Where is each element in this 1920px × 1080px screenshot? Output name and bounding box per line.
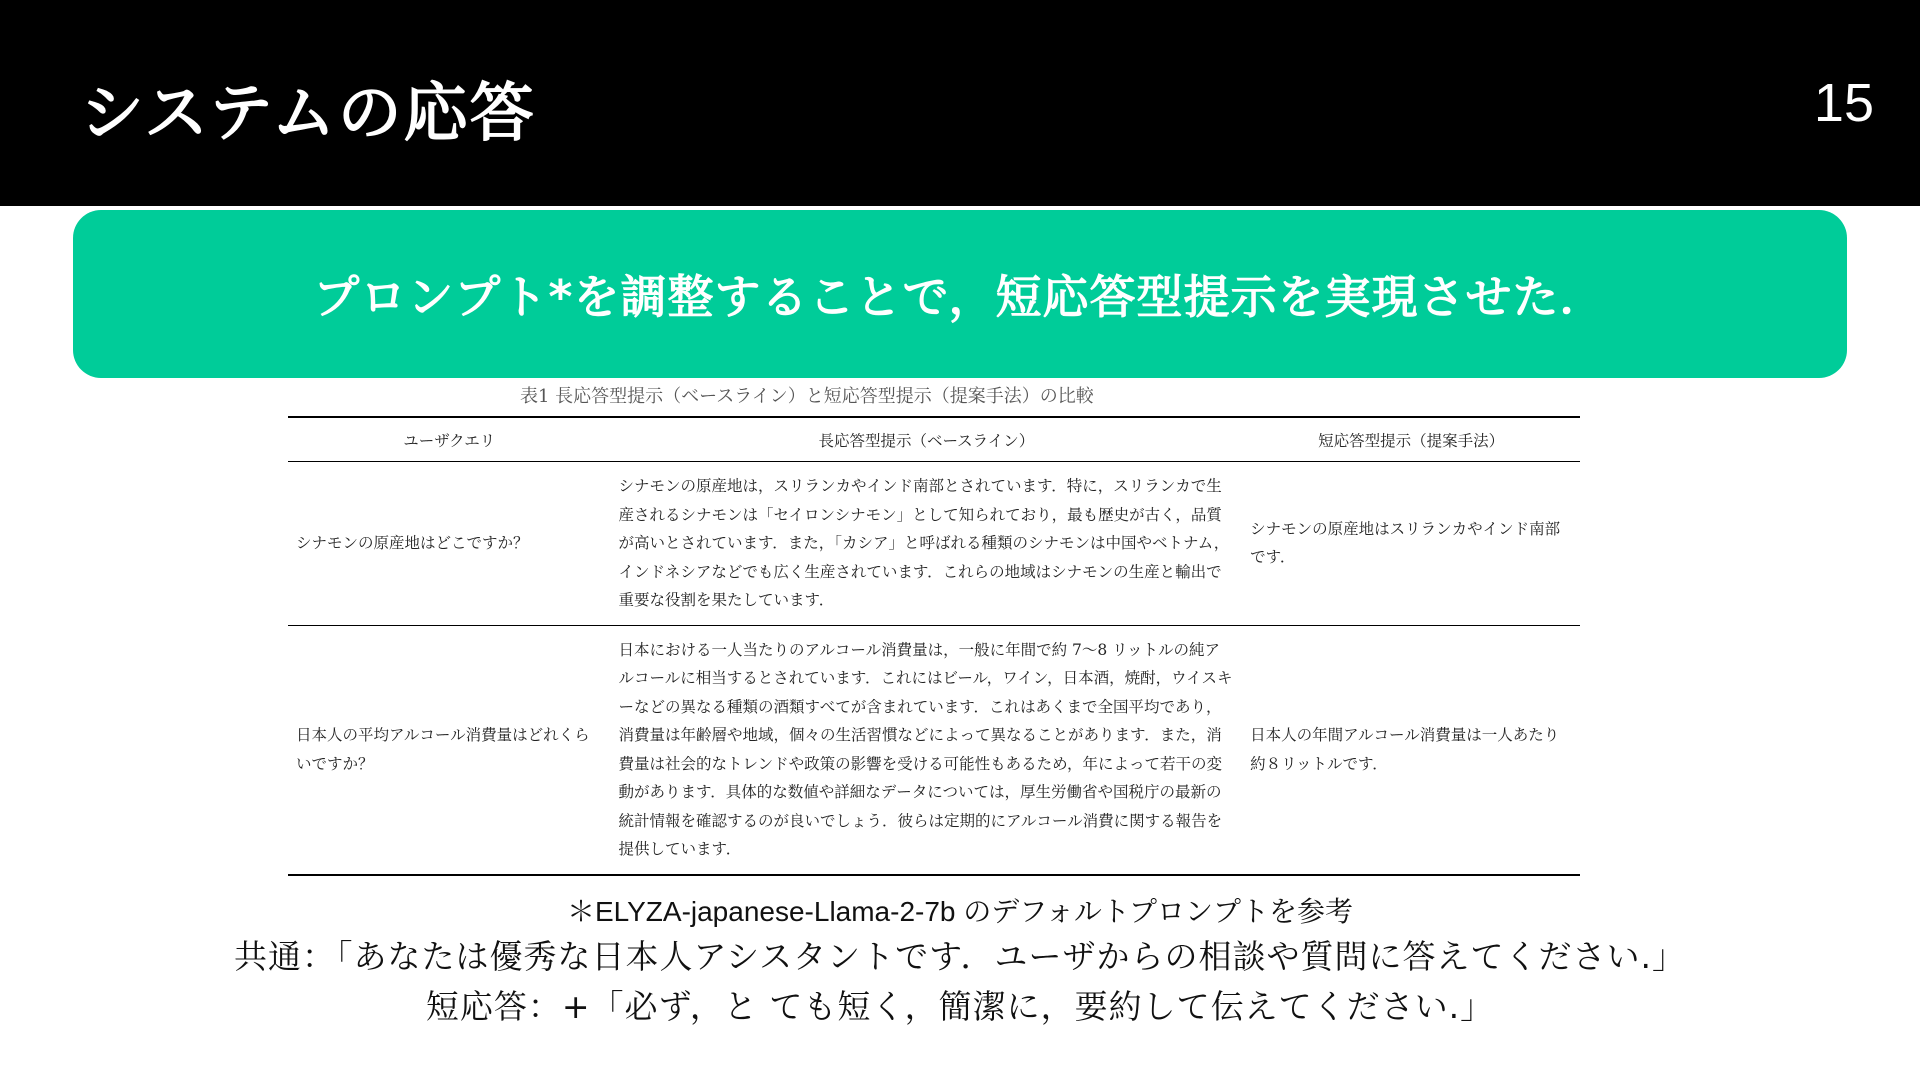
long-response-cell: シナモンの原産地は，スリランカやインド南部とされています．特に，スリランカで生産されるシナモンは「セイロンシナモン」として知られており，最も歴史が古く，品質が高いとされています．また，「カシア」と呼ばれる種類のシナモンは中国やベトナム，インドネシアなどでも広く生産されています．これらの地域はシナモンの生産と輸出で重要な役割を果たしています． [611,462,1243,626]
slide-title: システムの応答 [80,77,536,151]
common-prompt-note: 共通：「あなたは優秀な日本人アシスタントです．ユーザからの相談や質問に答えてください.」 [233,937,1687,976]
short-answer-prompt-note: 短応答：+「必ず，と ても短く，簡潔に，要約して伝えてください.」 [425,987,1495,1026]
prompt-notes [0,892,1920,1032]
table-header-row [288,417,1580,462]
table-row [288,625,1580,875]
prompt-reference-note: ＊ELYZA-japanese-Llama-2-7b のデフォルトプロンプトを参考 [566,896,1354,927]
response-table [288,416,1580,876]
title-bar [0,0,1920,206]
banner-text: プロンプト*を調整することで，短応答型提示を実現させた． [313,270,1607,324]
table-caption-cropped [520,386,1320,407]
header-long-response: 長応答型提示（ベースライン） [611,417,1243,462]
short-response-cell: シナモンの原産地はスリランカやインド南部です． [1242,462,1580,626]
table-caption: 表1 長応答型提示（ベースライン）と短応答型提示（提案手法）の比較 [520,386,1094,407]
short-response-cell: 日本人の年間アルコール消費量は一人あたり約８リットルです． [1250,726,1560,773]
highlight-banner [73,210,1847,378]
query-cell: シナモンの原産地はどこですか？ [288,462,611,626]
header-user-query: ユーザクエリ [288,417,611,462]
long-response-cell: 日本における一人当たりのアルコール消費量は，一般に年間で約 7〜8 リットルの純アルコールに相当するとされています．これにはビール，ワイン，日本酒，焼酎，ウイスキーなどの異なる種類の酒類すべてが含まれています．これはあくまで全国平均であり，消費量は年齢層や地域，個々の生活習慣などによって異なることがあります．また，消費量は社会的なトレンドや政策の影響を受ける可能性もあるため，年によって若干の変動があります．具体的な数値や詳細なデータについては，厚生労働省や国税庁の最新の統計情報を確認するのが良いでしょう．彼らは定期的にアルコール消費に関する報告を提供しています． [618,640,1233,858]
table-row [288,462,1580,626]
page-number: 15 [1813,73,1874,133]
header-short-response: 短応答型提示（提案手法） [1242,417,1580,462]
query-cell: 日本人の平均アルコール消費量はどれくらいですか？ [296,726,590,773]
